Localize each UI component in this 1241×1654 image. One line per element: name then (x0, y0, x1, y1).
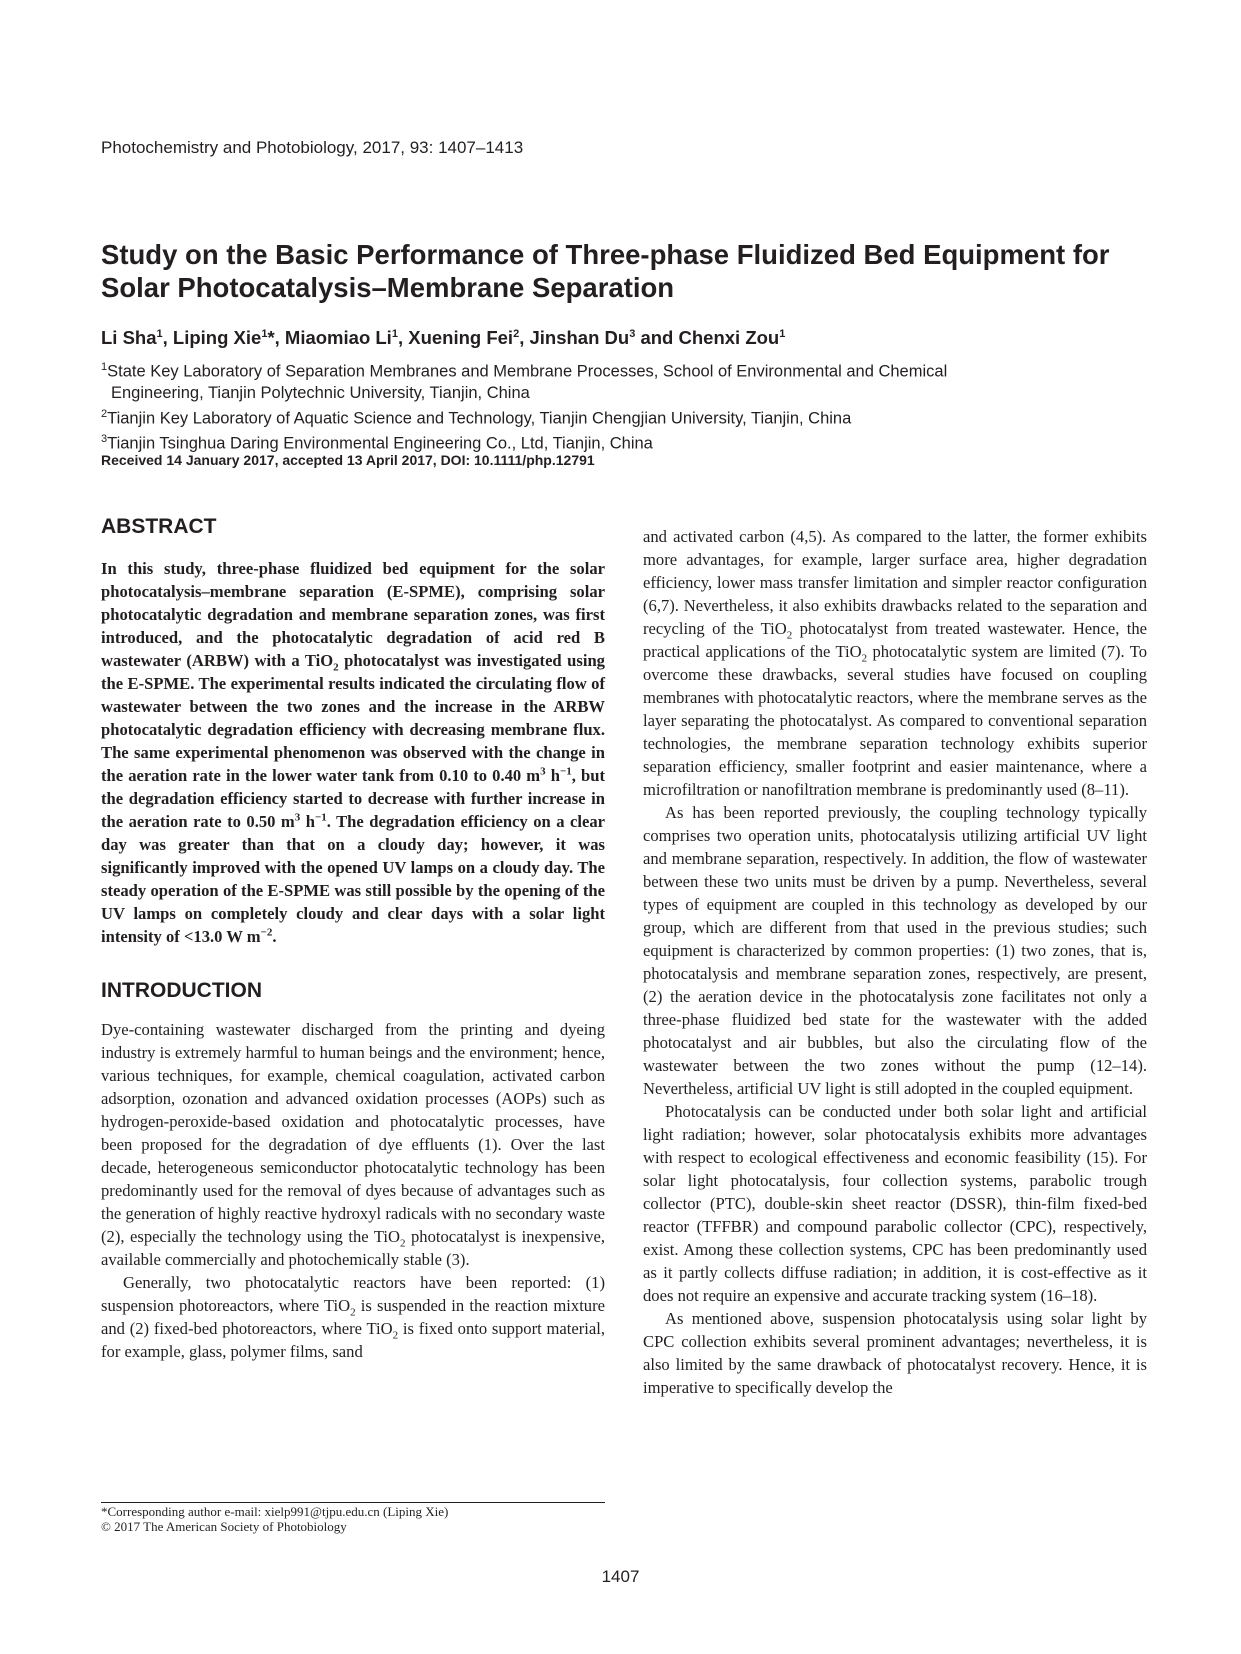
affiliation: $^3$Tianjin Tsinghua Daring Environmental Engineering Co., Ltd, Tianjin, China (101, 433, 653, 453)
abstract-heading: ABSTRACT (101, 515, 217, 538)
author-list (101, 327, 785, 349)
author: Xuening Fei$^2$, (408, 327, 530, 348)
author: Chenxi Zou$^1$ (678, 327, 786, 348)
left-column (101, 514, 605, 1363)
received-dates-doi: Received 14 January 2017, accepted 13 April 2017, DOI: 10.1111/php.12791 (101, 452, 595, 468)
body-paragraph: Photocatalysis can be conducted under both solar light and artificial light radiation; however, solar photocatalysis exhibits more advantages with respect to ecological effectiveness and economic feasibility (15). For solar light photocatalysis, four collection systems, parabolic trough collector (PTC), double-skin sheet reactor (DSSR), thin-film fixed-bed reactor (TFFBR) and compound parabolic collector (CPC), respectively, exist. Among these collection systems, CPC has been predominantly used as it partly collects diffuse radiation; in addition, it is cost-effective as it does not require an expensive and accurate tracking system (16–18). (643, 1102, 1147, 1305)
intro-paragraph: Dye-containing wastewater discharged from the printing and dyeing industry is extremely harmful to human beings and the environment; hence, various techniques, for example, chemical coagulation, activated carbon adsorption, ozonation and advanced oxidation processes (AOPs) such as hydrogen-peroxide-based oxidation and photocatalytic processes, have been proposed for the degradation of dye effluents (1). Over the last decade, heterogeneous semiconductor photocatalytic technology has been predominantly used for the removal of dyes because of advantages such as the generation of highly reactive hydroxyl radicals with no secondary waste (2), especially the technology using the TiO$_2$ photocatalyst is inexpensive, available commercially and photochemically stable (3). (101, 1020, 605, 1269)
right-column (643, 525, 1147, 1399)
body-paragraph: and activated carbon (4,5). As compared to the latter, the former exhibits more advantages, for example, larger surface area, higher degradation efficiency, lower mass transfer limitation and simpler reactor configuration (6,7). Nevertheless, it also exhibits drawbacks related to the separation and recycling of the TiO$_2$ photocatalyst from treated wastewater. Hence, the practical applications of the TiO$_2$ photocatalytic system are limited (7). To overcome these drawbacks, several studies have focused on coupling membranes with photocatalytic reactors, where the membrane serves as the layer separating the photocatalyst. As compared to conventional separation technologies, the membrane separation technology exhibits superior separation efficiency, smaller footprint and easier maintenance, where a microfiltration or nanofiltration membrane is predominantly used (8–11). (643, 527, 1147, 799)
body-paragraph: As mentioned above, suspension photocatalysis using solar light by CPC collection exhibits several prominent advantages; nevertheless, it is also limited by the same drawback of photocatalyst recovery. Hence, it is imperative to specifically develop the (643, 1309, 1147, 1397)
affiliation-continued: Engineering, Tianjin Polytechnic University, Tianjin, China (111, 383, 530, 402)
article-title: Study on the Basic Performance of Three-phase Fluidized Bed Equipment for Solar Photocatalysis–Membrane Separation (101, 239, 1110, 303)
author: Li Sha$^1$, (101, 327, 173, 348)
corresponding-author-note: *Corresponding author e-mail: xielp991@tjpu.edu.cn (Liping Xie) (101, 1504, 449, 1519)
affiliation: $^1$State Key Laboratory of Separation Membranes and Membrane Processes, School of Environmental and Chemical (101, 361, 948, 381)
author: Miaomiao Li$^1$, (284, 327, 409, 348)
author: Liping Xie$^1$*, (172, 327, 285, 348)
footnote-divider (101, 1502, 605, 1503)
body-paragraph: As has been reported previously, the coupling technology typically comprises two operation units, photocatalysis utilizing artificial UV light and membrane separation, respectively. In addition, the flow of wastewater between these two units must be driven by a pump. Nevertheless, several types of equipment are coupled in this technology as developed by our group, which are different from that used in the previous studies; such equipment is characterized by common properties: (1) two zones, that is, photocatalysis and membrane separation zones, respectively, are present, (2) the aeration device in the photocatalysis zone facilitates not only a three-phase fluidized bed state for the wastewater with the added photocatalyst and air bubbles, but also the circulating flow of the wastewater between the two zones without the pump (12–14). Nevertheless, artificial UV light is still adopted in the coupled equipment. (643, 803, 1147, 1098)
affiliation: $^2$Tianjin Key Laboratory of Aquatic Science and Technology, Tianjin Chengjian University, Tianjin, China (101, 407, 852, 427)
introduction-heading: INTRODUCTION (101, 979, 262, 1002)
author: Jinshan Du$^3$ and (529, 327, 679, 348)
abstract-text: In this study, three-phase fluidized bed equipment for the solar photocatalysis–membrane separation (E-SPME), comprising solar photocatalytic degradation and membrane separation zones, was first introduced, and the photocatalytic degradation of acid red B wastewater (ARBW) with a TiO$_2$ photocatalyst was investigated using the E-SPME. The experimental results indicated the circulating flow of wastewater between the two zones and the increase in the ARBW photocatalytic degradation efficiency with decreasing membrane flux. The same experimental phenomenon was observed with the change in the aeration rate in the lower water tank from 0.10 to 0.40 $m^3$ $h^{-1}$, but the degradation efficiency started to decrease with further increase in the aeration rate to 0.50 $m^3$ $h^{-1}$. The degradation efficiency on a clear day was greater than that on a cloudy day; however, it was significantly improved with the opened UV lamps on a cloudy day. The steady operation of the E-SPME was still possible by the opening of the UV lamps on completely cloudy and clear days with a solar light intensity of <13.0 W $m^{-2}$. (101, 559, 606, 946)
copyright-note: © 2017 The American Society of Photobiology (101, 1519, 347, 1534)
page-number: 1407 (601, 1567, 640, 1586)
journal-citation: Photochemistry and Photobiology, 2017, 93: 1407–1413 (101, 138, 524, 157)
footnotes (101, 1504, 605, 1534)
intro-paragraph: Generally, two photocatalytic reactors have been reported: (1) suspension photoreactors, where TiO$_2$ is suspended in the reaction mixture and (2) fixed-bed photoreactors, where TiO$_2$ is fixed onto support material, for example, glass, polymer films, sand (101, 1273, 605, 1361)
affiliations (101, 357, 1161, 455)
